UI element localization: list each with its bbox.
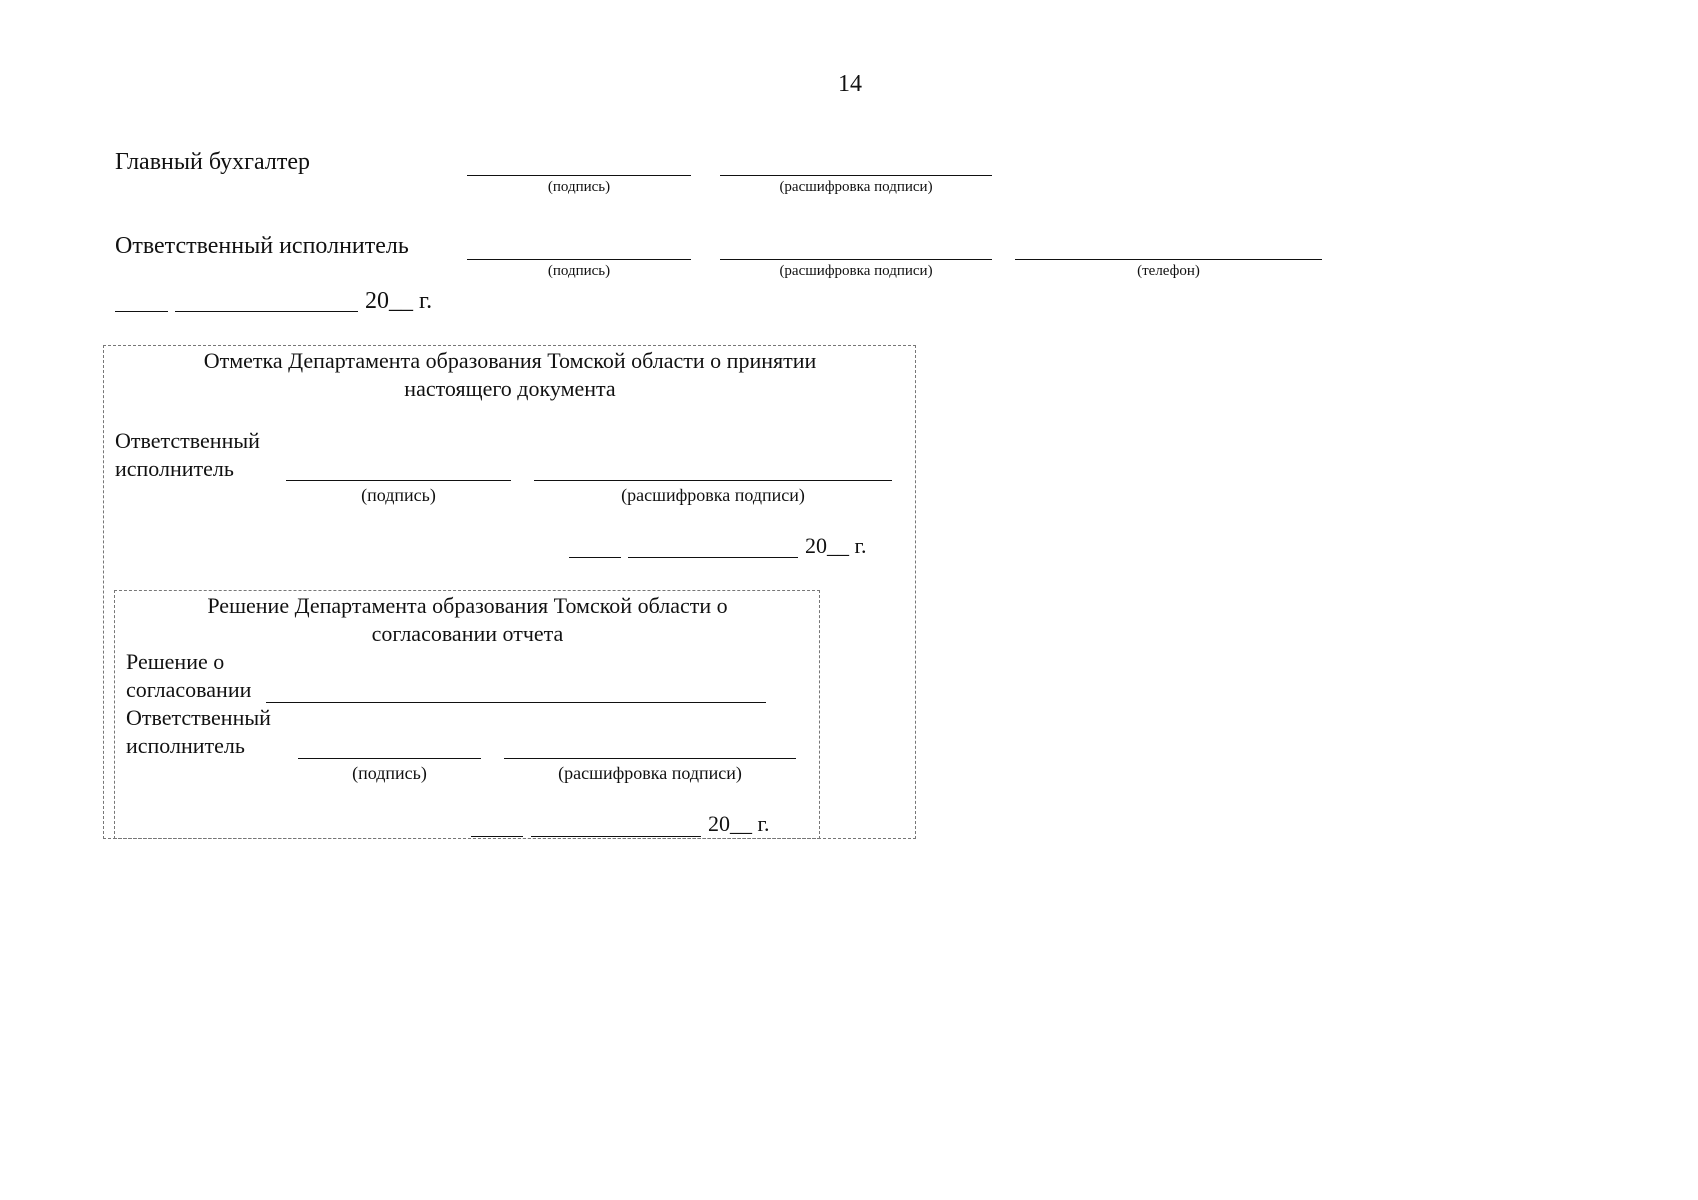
department-decision-responsible-label-2: исполнитель (126, 733, 245, 758)
department-decision-signature-line[interactable] (298, 758, 481, 759)
department-mark-title: Отметка Департамента образования Томской области о принятии настоящего документа (203, 348, 817, 401)
responsible-label: Ответственный исполнитель (115, 233, 409, 259)
chief-accountant-label: Главный бухгалтер (115, 149, 310, 175)
responsible-phone-line[interactable] (1015, 259, 1322, 260)
chief-accountant-decoding-caption: (расшифровка подписи) (779, 179, 933, 195)
department-decision-label-2: согласовании (126, 677, 252, 702)
responsible-decoding-caption: (расшифровка подписи) (779, 263, 933, 279)
responsible-signature-caption: (подпись) (547, 263, 611, 279)
responsible-signature-line[interactable] (467, 259, 691, 260)
department-decision-decoding-line[interactable] (504, 758, 796, 759)
department-decision-title: Решение Департамента образования Томской области о согласовании отчета (207, 593, 728, 646)
department-decision-label-1: Решение о (126, 649, 225, 674)
responsible-phone-caption: (телефон) (1137, 263, 1200, 279)
page-number: 14 (838, 71, 862, 97)
department-mark-date-day-line[interactable] (569, 557, 621, 558)
department-mark-responsible-label-1: Ответственный (115, 428, 260, 453)
department-mark-date-month-line[interactable] (628, 557, 798, 558)
department-mark-signature-caption: (подпись) (361, 485, 436, 505)
department-mark-decoding-caption: (расшифровка подписи) (621, 485, 805, 505)
department-decision-date-month-line[interactable] (531, 836, 701, 837)
responsible-decoding-line[interactable] (720, 259, 992, 260)
department-decision-signature-caption: (подпись) (352, 763, 427, 783)
department-decision-line[interactable] (266, 702, 766, 703)
department-decision-decoding-caption: (расшифровка подписи) (558, 763, 742, 783)
department-mark-year-text: 20__ г. (805, 533, 867, 558)
chief-accountant-decoding-line[interactable] (720, 175, 992, 176)
department-decision-responsible-label-1: Ответственный (126, 705, 271, 730)
chief-accountant-signature-caption: (подпись) (547, 179, 611, 195)
chief-accountant-signature-line[interactable] (467, 175, 691, 176)
department-mark-decoding-line[interactable] (534, 480, 892, 481)
department-mark-signature-line[interactable] (286, 480, 511, 481)
department-decision-year-text: 20__ г. (708, 811, 770, 836)
date-year-text: 20__ г. (365, 288, 433, 314)
date-month-line[interactable] (175, 311, 358, 312)
department-mark-responsible-label-2: исполнитель (115, 456, 234, 481)
department-decision-date-day-line[interactable] (471, 836, 523, 837)
date-day-line[interactable] (115, 311, 168, 312)
